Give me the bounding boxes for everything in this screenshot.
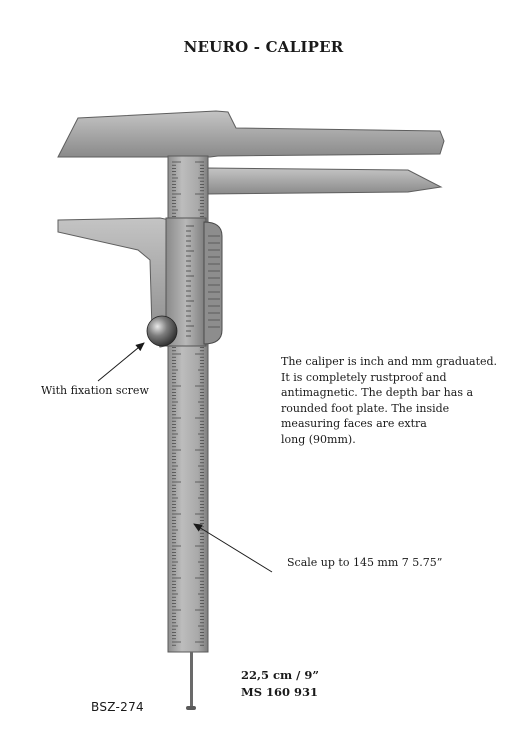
product-code: BSZ-274 bbox=[91, 700, 144, 714]
fixation-screw bbox=[147, 316, 177, 346]
description bbox=[281, 354, 521, 447]
fixation-callout-label: With fixation screw bbox=[41, 384, 149, 397]
description-line: The caliper is inch and mm graduated. bbox=[281, 355, 498, 368]
depth-foot bbox=[186, 706, 196, 710]
spec-block bbox=[241, 667, 319, 701]
page-title: NEURO - CALIPER bbox=[183, 38, 344, 56]
depth-bar bbox=[190, 652, 193, 708]
fixed-inner-jaw bbox=[207, 168, 441, 194]
fixed-outer-jaw bbox=[58, 111, 444, 157]
description-line: long (90mm). bbox=[281, 432, 356, 446]
spec-catalog-number: MS 160 931 bbox=[241, 685, 319, 699]
description-line: rounded foot plate. The inside bbox=[281, 401, 450, 415]
description-line: It is completely rustproof and bbox=[281, 370, 447, 384]
fixation-arrow bbox=[98, 343, 144, 381]
spec-length: 22,5 cm / 9” bbox=[241, 668, 320, 682]
description-line: measuring faces are extra bbox=[281, 417, 427, 430]
scale-callout-label: Scale up to 145 mm 7 5.75” bbox=[287, 556, 443, 569]
thumb-grip bbox=[204, 222, 222, 344]
description-line: antimagnetic. The depth bar has a bbox=[281, 386, 474, 399]
